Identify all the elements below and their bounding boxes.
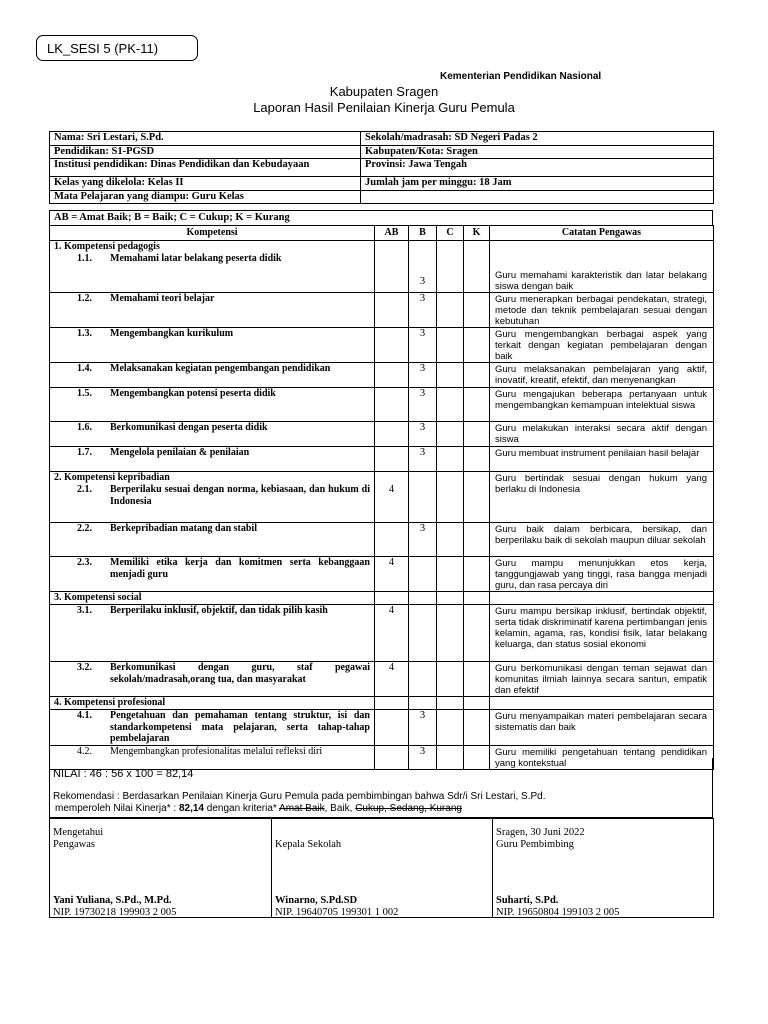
item-text: Berperilaku inklusif, objektif, dan tidak pilih kasih: [110, 605, 328, 616]
score-b: 3: [409, 523, 437, 557]
competency-item: [50, 447, 374, 459]
school-name: Sekolah/madrasah: SD Negeri Padas 2: [361, 132, 714, 146]
header-c: C: [437, 226, 464, 241]
signature-role: Guru Pembimbing: [496, 839, 574, 850]
item-text: Melaksanakan kegiatan pengembangan pendidikan: [110, 363, 331, 374]
table-row: [50, 363, 714, 388]
item-code: 3.1.: [77, 605, 92, 616]
supervisor-note: Guru mampu menunjukkan etos kerja, tanggungjawab yang tinggi, rasa bangga menjadi guru, dan rasa percaya diri: [490, 557, 714, 592]
item-code: 1.3.: [77, 328, 92, 339]
signature-nip: NIP. 19730218 199903 2 005: [53, 907, 177, 918]
item-code: 1.4.: [77, 363, 92, 374]
section-title: 2. Kompetensi kepribadian: [54, 472, 170, 483]
score-c: [437, 710, 464, 746]
score-ab: [375, 363, 409, 388]
score-k: [464, 447, 490, 472]
competency-item: [50, 557, 374, 580]
table-row: [50, 697, 714, 710]
table-row: [50, 447, 714, 472]
supervisor-note: Guru mengembangkan berbagai aspek yang terkait dengan kegiatan pembelajaran dengan baik: [490, 328, 714, 363]
item-text: Berkomunikasi dengan peserta didik: [110, 422, 268, 433]
table-row: [50, 293, 714, 328]
item-code: 2.3.: [77, 557, 92, 568]
score-k: [464, 363, 490, 388]
score-b: 3: [409, 710, 437, 746]
score-ab: [375, 293, 409, 328]
supervisor-note: Guru melakukan interaksi secara aktif dengan siswa: [490, 422, 714, 447]
signature-role: Kepala Sekolah: [275, 839, 342, 850]
signature-top: Sragen, 30 Juni 2022: [496, 827, 585, 838]
table-row: [50, 241, 714, 293]
item-code: 3.2.: [77, 662, 92, 673]
score-k: [464, 697, 490, 710]
item-code: 2.1.: [77, 484, 92, 495]
score-k: [464, 241, 490, 293]
item-text: Mengembangkan potensi peserta didik: [110, 388, 276, 399]
score-k: [464, 388, 490, 422]
institution: Institusi pendidikan: Dinas Pendidikan dan Kebudayaan: [50, 159, 361, 177]
score-c: [437, 241, 464, 293]
item-code: 4.2.: [77, 746, 92, 757]
item-text: Mengelola penilaian & penilaian: [110, 447, 250, 458]
item-text: Berperilaku sesuai dengan norma, kebiasaan, dan hukum di Indonesia: [110, 484, 370, 507]
score-k: [464, 472, 490, 523]
score-ab: [375, 241, 409, 293]
competency-item: [50, 253, 374, 265]
score-c: [437, 293, 464, 328]
score-k: [464, 422, 490, 447]
competency-table: [49, 225, 714, 770]
signature-nip: NIP. 19640705 199301 1 002: [275, 907, 399, 918]
score-c: [437, 472, 464, 523]
recommendation-line-2: [55, 803, 462, 814]
supervisor-note: [490, 697, 714, 710]
competency-item: [50, 523, 374, 535]
grade-key: AB = Amat Baik; B = Baik; C = Cukup; K = Kurang: [49, 210, 713, 225]
signature-principal: [272, 819, 493, 918]
score-b: 3: [409, 241, 437, 293]
header-catatan: Catatan Pengawas: [490, 226, 714, 241]
supervisor-note: Guru mampu bersikap inklusif, bertindak objektif, serta tidak diskriminatif karena pertimbangan jenis kelamin, agama, ras, kondisi fisik, latar belakang keluarga, dan status sosial ekonomi: [490, 605, 714, 662]
selected-criteria: , Baik,: [324, 803, 356, 814]
score-c: [437, 662, 464, 697]
score-ab: 4: [375, 472, 409, 523]
education: Pendidikan: S1-PGSD: [50, 145, 361, 159]
struck-criteria-1: Amat Baik: [279, 803, 325, 814]
score-k: [464, 293, 490, 328]
regency-city: Kabupaten/Kota: Sragen: [361, 145, 714, 159]
competency-item: [50, 484, 374, 507]
score-c: [437, 363, 464, 388]
section-title: 3. Kompetensi social: [54, 592, 142, 603]
score-ab: [375, 710, 409, 746]
score-b: 3: [409, 746, 437, 770]
supervisor-note: Guru menerapkan berbagai pendekatan, strategi, metode dan teknik pembelajaran sesuai dengan kebutuhan: [490, 293, 714, 328]
item-text: Berkomunikasi dengan guru, staf pegawai sekolah/madrasah,orang tua, dan masyarakat: [110, 662, 370, 685]
score-ab: 4: [375, 557, 409, 592]
header-kompetensi: Kompetensi: [50, 226, 375, 241]
signature-name: Winarno, S.Pd.SD: [275, 895, 358, 906]
score-c: [437, 523, 464, 557]
score-ab: [375, 447, 409, 472]
teacher-name: Nama: Sri Lestari, S.Pd.: [50, 132, 361, 146]
score-ab: [375, 328, 409, 363]
competency-item: [50, 422, 374, 434]
item-code: 1.2.: [77, 293, 92, 304]
item-text: Pengetahuan dan pemahaman tentang struktur, isi dan standarkompetensi mata pelajaran, serta tahap-tahap pembelajaran: [110, 710, 370, 744]
supervisor-note: Guru melaksanakan pembelajaran yang aktif, inovatif, kreatif, efektif, dan menyenangkan: [490, 363, 714, 388]
document-code-box: LK_SESI 5 (PK-11): [36, 35, 198, 61]
hours-per-week: Jumlah jam per minggu: 18 Jam: [361, 177, 714, 191]
table-row: [50, 662, 714, 697]
score-ab: [375, 523, 409, 557]
score-b: 3: [409, 293, 437, 328]
ministry-label: Kementerian Pendidikan Nasional: [440, 71, 602, 82]
score-c: [437, 605, 464, 662]
item-code: 1.6.: [77, 422, 92, 433]
signature-role: Pengawas: [53, 839, 95, 850]
signature-top: Mengetahui: [53, 827, 104, 838]
score-b: [409, 697, 437, 710]
score-ab: [375, 422, 409, 447]
header-k: K: [464, 226, 490, 241]
competency-item: [50, 328, 374, 340]
score-c: [437, 557, 464, 592]
struck-criteria-2: Cukup, Sedang, Kurang: [355, 803, 462, 814]
supervisor-note: Guru memiliki pengetahuan tentang pendidikan yang kontekstual: [490, 746, 714, 770]
score-c: [437, 328, 464, 363]
final-score: NILAI : 46 : 56 x 100 = 82,14: [53, 768, 194, 780]
supervisor-note: Guru berkomunikasi dengan teman sejawat dan komunitas ilmiah lainnya secara santun, empatik dan efektif: [490, 662, 714, 697]
regency-heading: Kabupaten Sragen: [329, 84, 439, 99]
competency-item: [50, 662, 374, 685]
subject-taught: Mata Pelajaran yang diampu: Guru Kelas: [50, 190, 361, 204]
table-row: [50, 328, 714, 363]
item-text: Mengembangkan profesionalitas melalui refleksi diri: [110, 746, 323, 757]
score-b: 3: [409, 388, 437, 422]
score-k: [464, 592, 490, 605]
class-managed: Kelas yang dikelola: Kelas II: [50, 177, 361, 191]
item-code: 1.1.: [77, 253, 92, 264]
score-k: [464, 328, 490, 363]
score-ab: [375, 592, 409, 605]
score-b: 3: [409, 422, 437, 447]
table-row: [50, 592, 714, 605]
score-k: [464, 662, 490, 697]
score-k: [464, 557, 490, 592]
score-c: [437, 447, 464, 472]
supervisor-note: Guru memahami karakteristik dan latar belakang siswa dengan baik: [490, 241, 714, 293]
score-b: 3: [409, 363, 437, 388]
item-text: Mengembangkan kurikulum: [110, 328, 234, 339]
table-row: [50, 422, 714, 447]
competency-item: [50, 293, 374, 305]
score-b: [409, 662, 437, 697]
table-row: [50, 472, 714, 523]
score-c: [437, 697, 464, 710]
summary-box: [49, 758, 713, 818]
score-ab: 4: [375, 662, 409, 697]
signature-name: Suharti, S.Pd.: [496, 895, 559, 906]
competency-item: [50, 363, 374, 375]
section-title: 4. Kompetensi profesional: [54, 697, 166, 708]
supervisor-note: Guru menyampaikan materi pembelajaran secara sistematis dan baik: [490, 710, 714, 746]
item-text: Memahami latar belakang peserta didik: [110, 253, 282, 264]
score-ab: [375, 388, 409, 422]
competency-item: [50, 605, 374, 617]
teacher-info-table: [49, 131, 714, 204]
score-c: [437, 592, 464, 605]
empty-info-cell: [361, 190, 714, 204]
table-row: [50, 523, 714, 557]
table-row: [50, 388, 714, 422]
score-ab: 4: [375, 605, 409, 662]
competency-item: [50, 388, 374, 400]
score-b: [409, 472, 437, 523]
item-code: 1.7.: [77, 447, 92, 458]
section-title: 1. Kompetensi pedagogis: [54, 241, 160, 252]
recommendation-middle: dengan kriteria*: [203, 803, 280, 814]
supervisor-note: Guru mengajukan beberapa pertanyaan untuk mengembangkan kemampuan intelektual siswa: [490, 388, 714, 422]
signature-table: [49, 818, 714, 918]
header-ab: AB: [375, 226, 409, 241]
signature-mentor: [493, 819, 714, 918]
supervisor-note: [490, 592, 714, 605]
score-ab: [375, 697, 409, 710]
item-code: 1.5.: [77, 388, 92, 399]
score-b: 3: [409, 328, 437, 363]
table-row: [50, 605, 714, 662]
signature-nip: NIP. 19650804 199103 2 005: [496, 907, 620, 918]
province: Provinsi: Jawa Tengah: [361, 159, 714, 177]
item-text: Memahami teori belajar: [110, 293, 215, 304]
score-b: [409, 557, 437, 592]
score-b: [409, 592, 437, 605]
score-c: [437, 422, 464, 447]
competency-item: [50, 746, 374, 758]
recommendation-line-1: Rekomendasi : Berdasarkan Penilaian Kinerja Guru Pemula pada pembimbingan bahwa Sdr/i Sri Lestari, S.Pd.: [53, 791, 546, 802]
signature-supervisor: [50, 819, 272, 918]
item-code: 4.1.: [77, 710, 92, 721]
competency-item: [50, 710, 374, 745]
score-b: 3: [409, 447, 437, 472]
header-b: B: [409, 226, 437, 241]
score-k: [464, 605, 490, 662]
signature-name: Yani Yuliana, S.Pd., M.Pd.: [53, 895, 172, 906]
supervisor-note: Guru baik dalam berbicara, bersikap, dan berperilaku baik di sekolah maupun diluar sekolah: [490, 523, 714, 557]
supervisor-note: Guru membuat instrument penilaian hasil belajar: [490, 447, 714, 472]
report-title: Laporan Hasil Penilaian Kinerja Guru Pemula: [253, 100, 515, 115]
item-text: Berkepribadian matang dan stabil: [110, 523, 257, 534]
table-row: [50, 557, 714, 592]
score-b: [409, 605, 437, 662]
table-row: [50, 710, 714, 746]
score-c: [437, 388, 464, 422]
recommendation-prefix: memperoleh Nilai Kinerja* :: [55, 803, 179, 814]
recommendation-value: 82,14: [178, 803, 204, 814]
score-k: [464, 523, 490, 557]
table-header-row: [50, 226, 714, 241]
supervisor-note: Guru bertindak sesuai dengan hukum yang berlaku di Indonesia: [490, 472, 714, 523]
score-k: [464, 710, 490, 746]
item-text: Memiliki etika kerja dan komitmen serta kebanggaan menjadi guru: [110, 557, 370, 580]
item-code: 2.2.: [77, 523, 92, 534]
